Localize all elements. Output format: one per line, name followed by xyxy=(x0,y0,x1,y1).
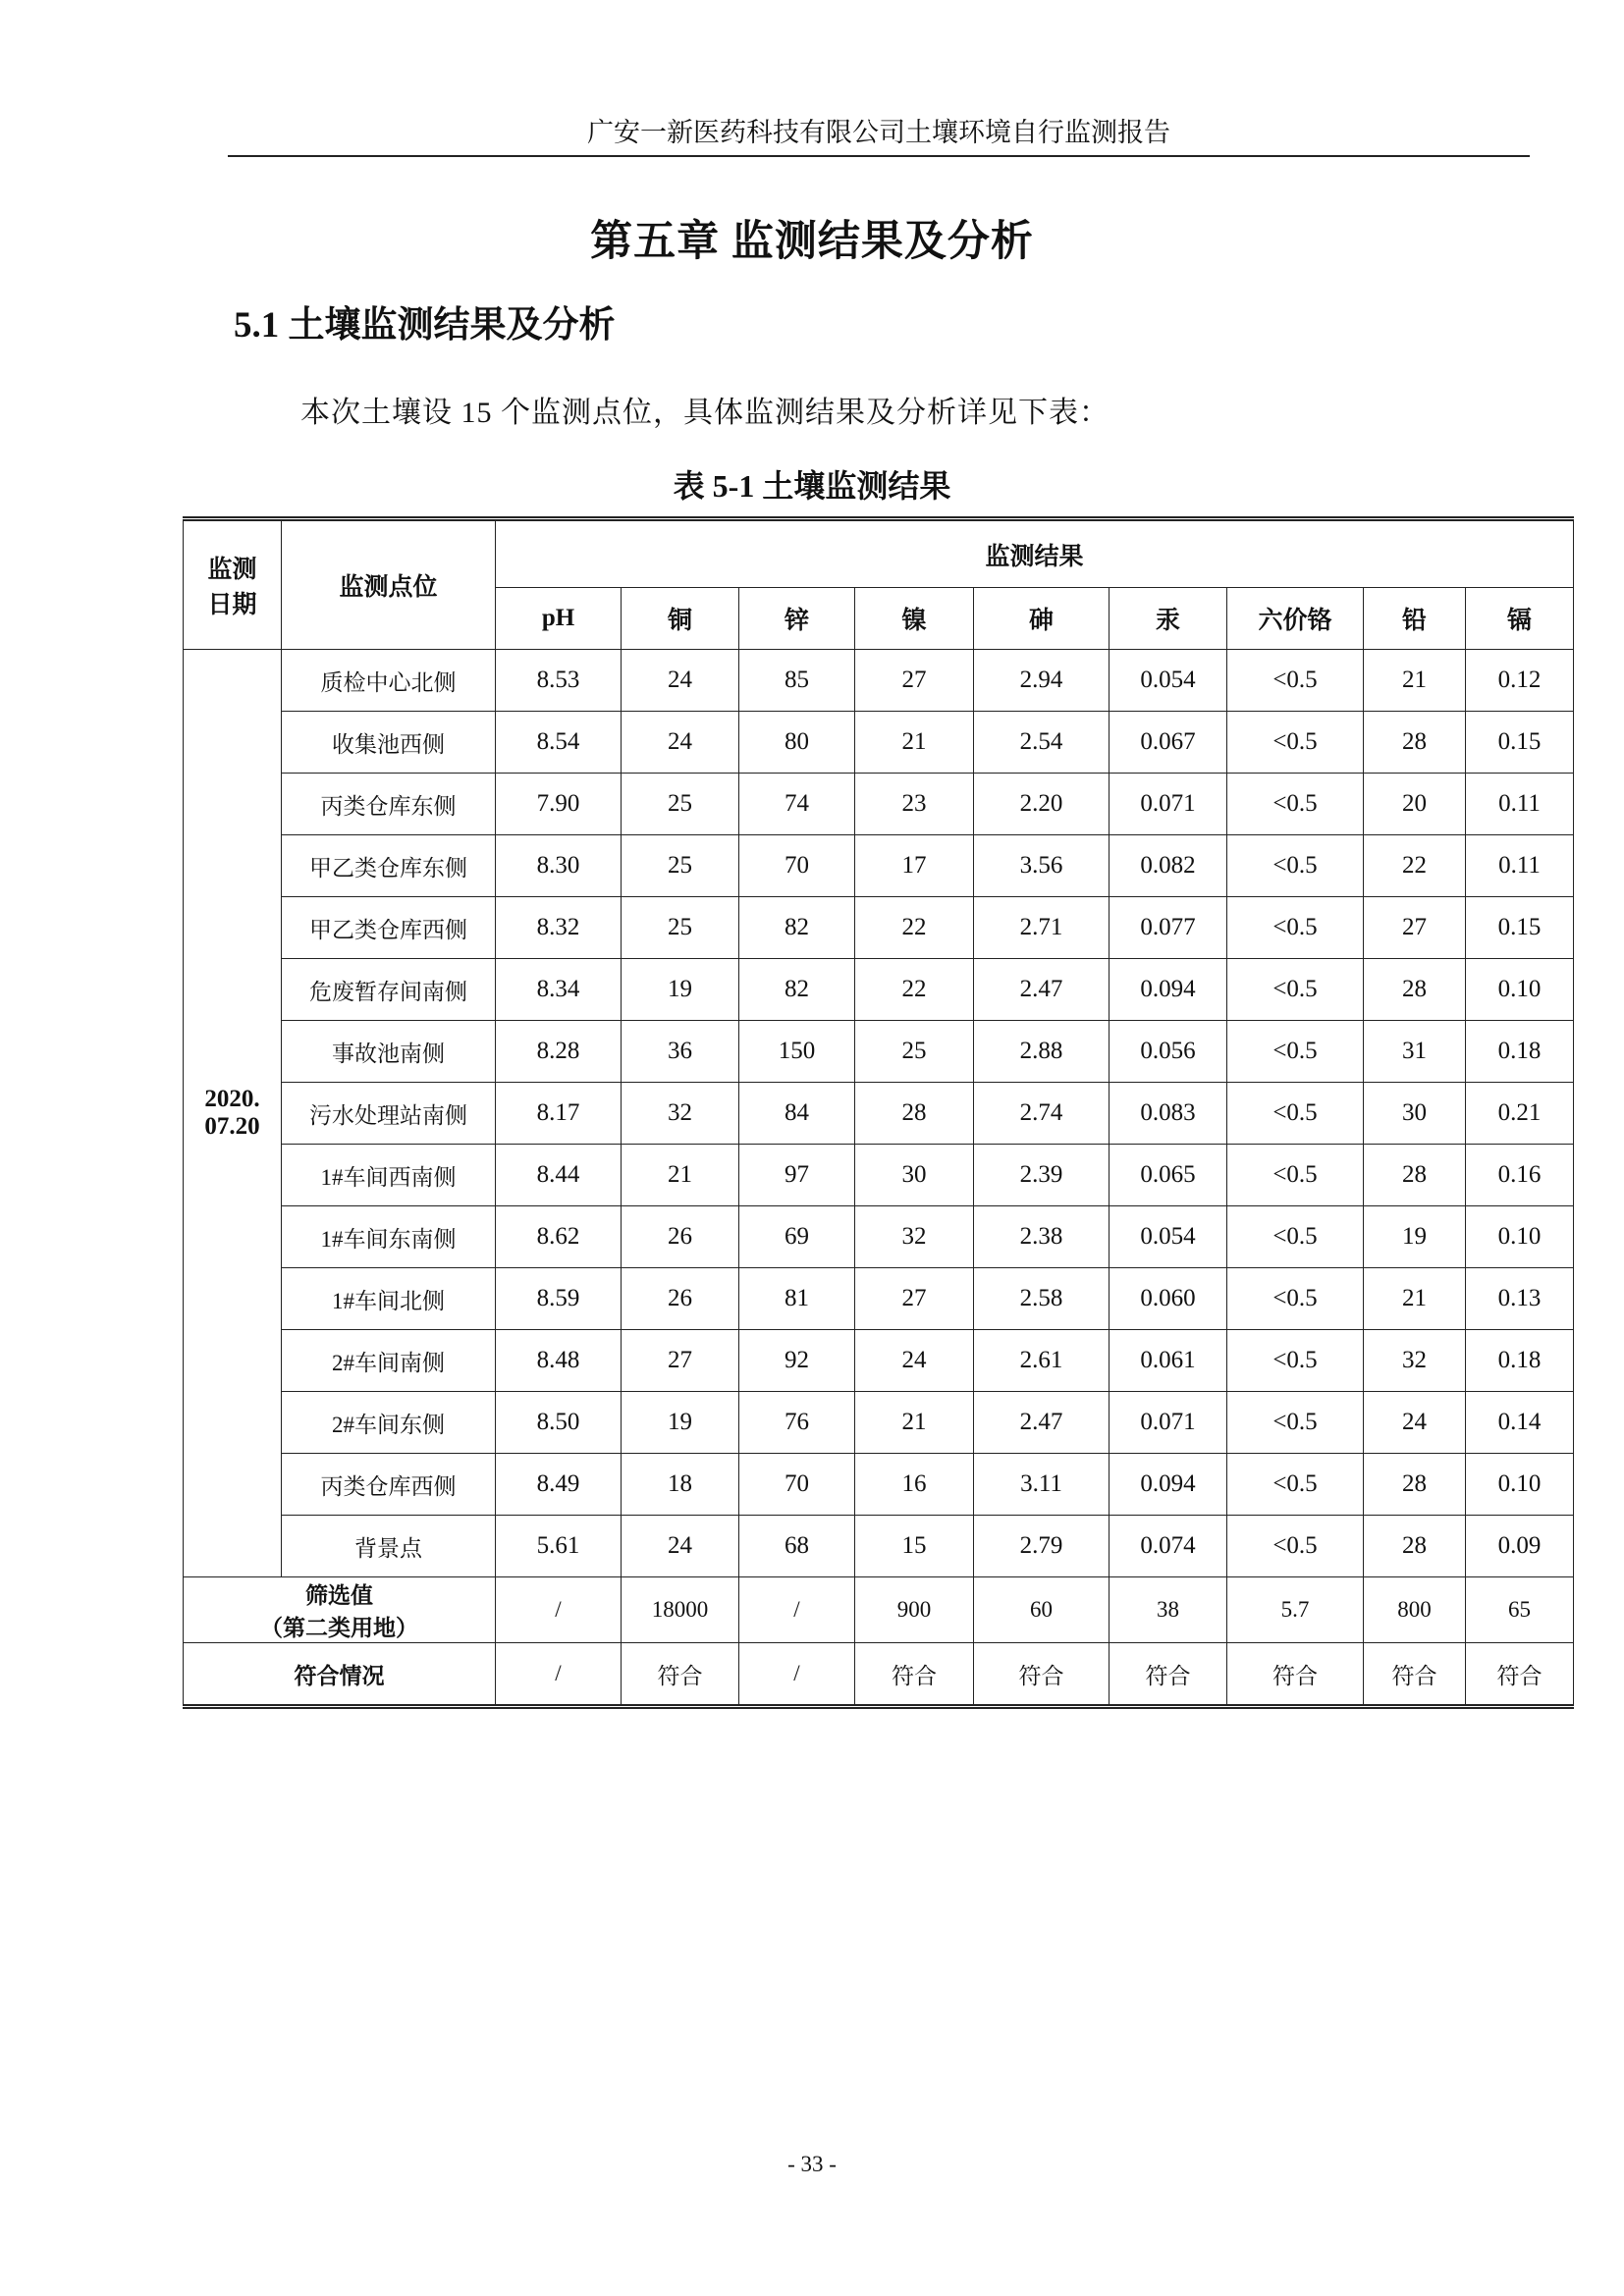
value-cell: 28 xyxy=(855,1083,974,1145)
table-row xyxy=(184,1454,1574,1516)
value-cell: 24 xyxy=(1364,1392,1466,1454)
point-cell: 甲乙类仓库西侧 xyxy=(282,897,496,959)
value-cell: 3.56 xyxy=(974,835,1110,897)
value-cell: 19 xyxy=(622,959,739,1021)
point-cell: 背景点 xyxy=(282,1516,496,1577)
value-cell: 28 xyxy=(1364,959,1466,1021)
soil-results-table xyxy=(183,516,1574,1709)
screening-value: 900 xyxy=(855,1577,974,1643)
screening-value: 38 xyxy=(1110,1577,1227,1643)
value-cell: 17 xyxy=(855,835,974,897)
param-header: 砷 xyxy=(974,588,1110,650)
compliance-value: / xyxy=(739,1643,855,1707)
value-cell: 30 xyxy=(855,1145,974,1206)
value-cell: 8.50 xyxy=(496,1392,622,1454)
value-cell: 8.17 xyxy=(496,1083,622,1145)
value-cell: <0.5 xyxy=(1227,1145,1364,1206)
value-cell: 74 xyxy=(739,774,855,835)
screening-value: / xyxy=(496,1577,622,1643)
value-cell: 27 xyxy=(622,1330,739,1392)
value-cell: 2.38 xyxy=(974,1206,1110,1268)
table-row xyxy=(184,1206,1574,1268)
value-cell: 24 xyxy=(622,650,739,712)
point-cell: 1#车间东南侧 xyxy=(282,1206,496,1268)
value-cell: 18 xyxy=(622,1454,739,1516)
value-cell: 68 xyxy=(739,1516,855,1577)
value-cell: 2.47 xyxy=(974,1392,1110,1454)
screening-value: / xyxy=(739,1577,855,1643)
value-cell: 0.21 xyxy=(1466,1083,1574,1145)
table-caption: 表 5-1 土壤监测结果 xyxy=(673,468,951,504)
table-row xyxy=(184,1516,1574,1577)
compliance-value: 符合 xyxy=(1110,1643,1227,1707)
value-cell: 0.067 xyxy=(1110,712,1227,774)
value-cell: <0.5 xyxy=(1227,1206,1364,1268)
value-cell: 8.48 xyxy=(496,1330,622,1392)
value-cell: <0.5 xyxy=(1227,1454,1364,1516)
value-cell: 31 xyxy=(1364,1021,1466,1083)
param-header: 汞 xyxy=(1110,588,1227,650)
value-cell: 5.61 xyxy=(496,1516,622,1577)
value-cell: 70 xyxy=(739,835,855,897)
value-cell: 25 xyxy=(622,774,739,835)
value-cell: 8.44 xyxy=(496,1145,622,1206)
value-cell: 28 xyxy=(1364,1516,1466,1577)
value-cell: <0.5 xyxy=(1227,1268,1364,1330)
value-cell: 0.056 xyxy=(1110,1021,1227,1083)
date-line1: 2020. xyxy=(204,1086,260,1112)
value-cell: 28 xyxy=(1364,712,1466,774)
screening-value: 800 xyxy=(1364,1577,1466,1643)
value-cell: 0.071 xyxy=(1110,774,1227,835)
value-cell: 27 xyxy=(855,1268,974,1330)
value-cell: 0.10 xyxy=(1466,959,1574,1021)
value-cell: 2.79 xyxy=(974,1516,1110,1577)
point-cell: 污水处理站南侧 xyxy=(282,1083,496,1145)
param-header: 铜 xyxy=(622,588,739,650)
compliance-row xyxy=(184,1643,1574,1707)
value-cell: 0.10 xyxy=(1466,1206,1574,1268)
value-cell: 27 xyxy=(855,650,974,712)
screening-label-line2: （第二类用地） xyxy=(260,1616,418,1640)
value-cell: 0.054 xyxy=(1110,1206,1227,1268)
point-cell: 1#车间西南侧 xyxy=(282,1145,496,1206)
value-cell: 15 xyxy=(855,1516,974,1577)
value-cell: 25 xyxy=(622,835,739,897)
point-cell: 质检中心北侧 xyxy=(282,650,496,712)
value-cell: 0.077 xyxy=(1110,897,1227,959)
compliance-value: 符合 xyxy=(855,1643,974,1707)
value-cell: <0.5 xyxy=(1227,959,1364,1021)
value-cell: 82 xyxy=(739,897,855,959)
value-cell: 0.061 xyxy=(1110,1330,1227,1392)
compliance-value: 符合 xyxy=(974,1643,1110,1707)
value-cell: 2.39 xyxy=(974,1145,1110,1206)
table-row xyxy=(184,835,1574,897)
table-row xyxy=(184,1021,1574,1083)
value-cell: 16 xyxy=(855,1454,974,1516)
value-cell: 0.12 xyxy=(1466,650,1574,712)
value-cell: 3.11 xyxy=(974,1454,1110,1516)
point-cell: 丙类仓库东侧 xyxy=(282,774,496,835)
results-header: 监测结果 xyxy=(496,519,1574,588)
value-cell: 19 xyxy=(1364,1206,1466,1268)
value-cell: 28 xyxy=(1364,1454,1466,1516)
point-cell: 危废暂存间南侧 xyxy=(282,959,496,1021)
section-title: 5.1 土壤监测结果及分析 xyxy=(234,305,616,346)
value-cell: 27 xyxy=(1364,897,1466,959)
value-cell: <0.5 xyxy=(1227,774,1364,835)
table-row xyxy=(184,650,1574,712)
table-row xyxy=(184,1392,1574,1454)
compliance-value: 符合 xyxy=(622,1643,739,1707)
value-cell: 69 xyxy=(739,1206,855,1268)
value-cell: 22 xyxy=(855,959,974,1021)
date-header-line2: 日期 xyxy=(207,592,257,618)
value-cell: 25 xyxy=(622,897,739,959)
value-cell: 2.71 xyxy=(974,897,1110,959)
value-cell: 0.094 xyxy=(1110,959,1227,1021)
screening-value: 18000 xyxy=(622,1577,739,1643)
value-cell: 150 xyxy=(739,1021,855,1083)
chapter-title: 第五章 监测结果及分析 xyxy=(590,219,1034,265)
value-cell: 0.14 xyxy=(1466,1392,1574,1454)
value-cell: 25 xyxy=(855,1021,974,1083)
value-cell: 30 xyxy=(1364,1083,1466,1145)
date-line2: 07.20 xyxy=(204,1113,260,1140)
value-cell: <0.5 xyxy=(1227,1516,1364,1577)
screening-value: 65 xyxy=(1466,1577,1574,1643)
date-header-line1: 监测 xyxy=(207,557,257,583)
screening-label xyxy=(184,1577,496,1643)
value-cell: 8.28 xyxy=(496,1021,622,1083)
value-cell: 0.074 xyxy=(1110,1516,1227,1577)
value-cell: 2.74 xyxy=(974,1083,1110,1145)
value-cell: 2.20 xyxy=(974,774,1110,835)
value-cell: 0.082 xyxy=(1110,835,1227,897)
table-row xyxy=(184,712,1574,774)
value-cell: 32 xyxy=(1364,1330,1466,1392)
value-cell: 0.18 xyxy=(1466,1021,1574,1083)
table-row xyxy=(184,897,1574,959)
value-cell: 26 xyxy=(622,1268,739,1330)
page-header: 广安一新医药科技有限公司土壤环境自行监测报告 xyxy=(228,110,1530,157)
value-cell: 20 xyxy=(1364,774,1466,835)
point-cell: 收集池西侧 xyxy=(282,712,496,774)
value-cell: 82 xyxy=(739,959,855,1021)
value-cell: <0.5 xyxy=(1227,1021,1364,1083)
value-cell: 21 xyxy=(1364,650,1466,712)
value-cell: 76 xyxy=(739,1392,855,1454)
param-header: 铅 xyxy=(1364,588,1466,650)
table-row xyxy=(184,1083,1574,1145)
value-cell: 32 xyxy=(622,1083,739,1145)
value-cell: 21 xyxy=(1364,1268,1466,1330)
table-row xyxy=(184,1145,1574,1206)
value-cell: 7.90 xyxy=(496,774,622,835)
value-cell: 70 xyxy=(739,1454,855,1516)
value-cell: <0.5 xyxy=(1227,1083,1364,1145)
param-header: 六价铬 xyxy=(1227,588,1364,650)
value-cell: 0.15 xyxy=(1466,897,1574,959)
value-cell: 8.30 xyxy=(496,835,622,897)
screening-label-line1: 筛选值 xyxy=(305,1583,373,1608)
value-cell: 8.59 xyxy=(496,1268,622,1330)
value-cell: 19 xyxy=(622,1392,739,1454)
value-cell: 85 xyxy=(739,650,855,712)
compliance-label: 符合情况 xyxy=(184,1643,496,1707)
point-cell: 2#车间东侧 xyxy=(282,1392,496,1454)
table-row xyxy=(184,959,1574,1021)
point-cell: 丙类仓库西侧 xyxy=(282,1454,496,1516)
value-cell: 28 xyxy=(1364,1145,1466,1206)
value-cell: 23 xyxy=(855,774,974,835)
value-cell: 97 xyxy=(739,1145,855,1206)
value-cell: <0.5 xyxy=(1227,650,1364,712)
value-cell: 0.16 xyxy=(1466,1145,1574,1206)
value-cell: 0.065 xyxy=(1110,1145,1227,1206)
value-cell: 81 xyxy=(739,1268,855,1330)
table-row xyxy=(184,774,1574,835)
value-cell: 0.083 xyxy=(1110,1083,1227,1145)
value-cell: 24 xyxy=(855,1330,974,1392)
table-row xyxy=(184,1268,1574,1330)
table-row xyxy=(184,1330,1574,1392)
point-cell: 事故池南侧 xyxy=(282,1021,496,1083)
value-cell: 0.060 xyxy=(1110,1268,1227,1330)
value-cell: 0.10 xyxy=(1466,1454,1574,1516)
value-cell: 36 xyxy=(622,1021,739,1083)
param-header: 镉 xyxy=(1466,588,1574,650)
value-cell: 21 xyxy=(855,712,974,774)
value-cell: 8.53 xyxy=(496,650,622,712)
value-cell: 0.18 xyxy=(1466,1330,1574,1392)
value-cell: <0.5 xyxy=(1227,712,1364,774)
value-cell: <0.5 xyxy=(1227,897,1364,959)
param-header: 镍 xyxy=(855,588,974,650)
point-cell: 1#车间北侧 xyxy=(282,1268,496,1330)
value-cell: 22 xyxy=(1364,835,1466,897)
value-cell: 24 xyxy=(622,712,739,774)
value-cell: 22 xyxy=(855,897,974,959)
value-cell: 2.54 xyxy=(974,712,1110,774)
page-number: - 33 - xyxy=(787,2152,837,2176)
compliance-value: 符合 xyxy=(1364,1643,1466,1707)
param-header: pH xyxy=(496,588,622,650)
intro-paragraph: 本次土壤设 15 个监测点位，具体监测结果及分析详见下表： xyxy=(300,397,1110,429)
value-cell: 0.15 xyxy=(1466,712,1574,774)
compliance-value: 符合 xyxy=(1227,1643,1364,1707)
value-cell: 0.071 xyxy=(1110,1392,1227,1454)
param-header: 锌 xyxy=(739,588,855,650)
value-cell: 0.054 xyxy=(1110,650,1227,712)
value-cell: 0.11 xyxy=(1466,835,1574,897)
value-cell: 2.88 xyxy=(974,1021,1110,1083)
value-cell: 32 xyxy=(855,1206,974,1268)
value-cell: 0.094 xyxy=(1110,1454,1227,1516)
value-cell: 2.61 xyxy=(974,1330,1110,1392)
point-cell: 2#车间南侧 xyxy=(282,1330,496,1392)
value-cell: <0.5 xyxy=(1227,835,1364,897)
value-cell: <0.5 xyxy=(1227,1330,1364,1392)
screening-value: 5.7 xyxy=(1227,1577,1364,1643)
value-cell: 0.09 xyxy=(1466,1516,1574,1577)
date-cell xyxy=(184,650,282,1577)
value-cell: 2.58 xyxy=(974,1268,1110,1330)
value-cell: 21 xyxy=(622,1145,739,1206)
value-cell: 24 xyxy=(622,1516,739,1577)
point-cell: 甲乙类仓库东侧 xyxy=(282,835,496,897)
value-cell: 8.62 xyxy=(496,1206,622,1268)
value-cell: 2.47 xyxy=(974,959,1110,1021)
compliance-value: / xyxy=(496,1643,622,1707)
point-header: 监测点位 xyxy=(282,519,496,650)
value-cell: 84 xyxy=(739,1083,855,1145)
date-header xyxy=(184,519,282,650)
compliance-value: 符合 xyxy=(1466,1643,1574,1707)
value-cell: 26 xyxy=(622,1206,739,1268)
screening-value: 60 xyxy=(974,1577,1110,1643)
value-cell: 8.34 xyxy=(496,959,622,1021)
screening-row xyxy=(184,1577,1574,1643)
value-cell: 2.94 xyxy=(974,650,1110,712)
value-cell: 92 xyxy=(739,1330,855,1392)
value-cell: 0.13 xyxy=(1466,1268,1574,1330)
value-cell: 0.11 xyxy=(1466,774,1574,835)
value-cell: 8.54 xyxy=(496,712,622,774)
value-cell: 80 xyxy=(739,712,855,774)
value-cell: 8.49 xyxy=(496,1454,622,1516)
value-cell: 21 xyxy=(855,1392,974,1454)
value-cell: <0.5 xyxy=(1227,1392,1364,1454)
value-cell: 8.32 xyxy=(496,897,622,959)
